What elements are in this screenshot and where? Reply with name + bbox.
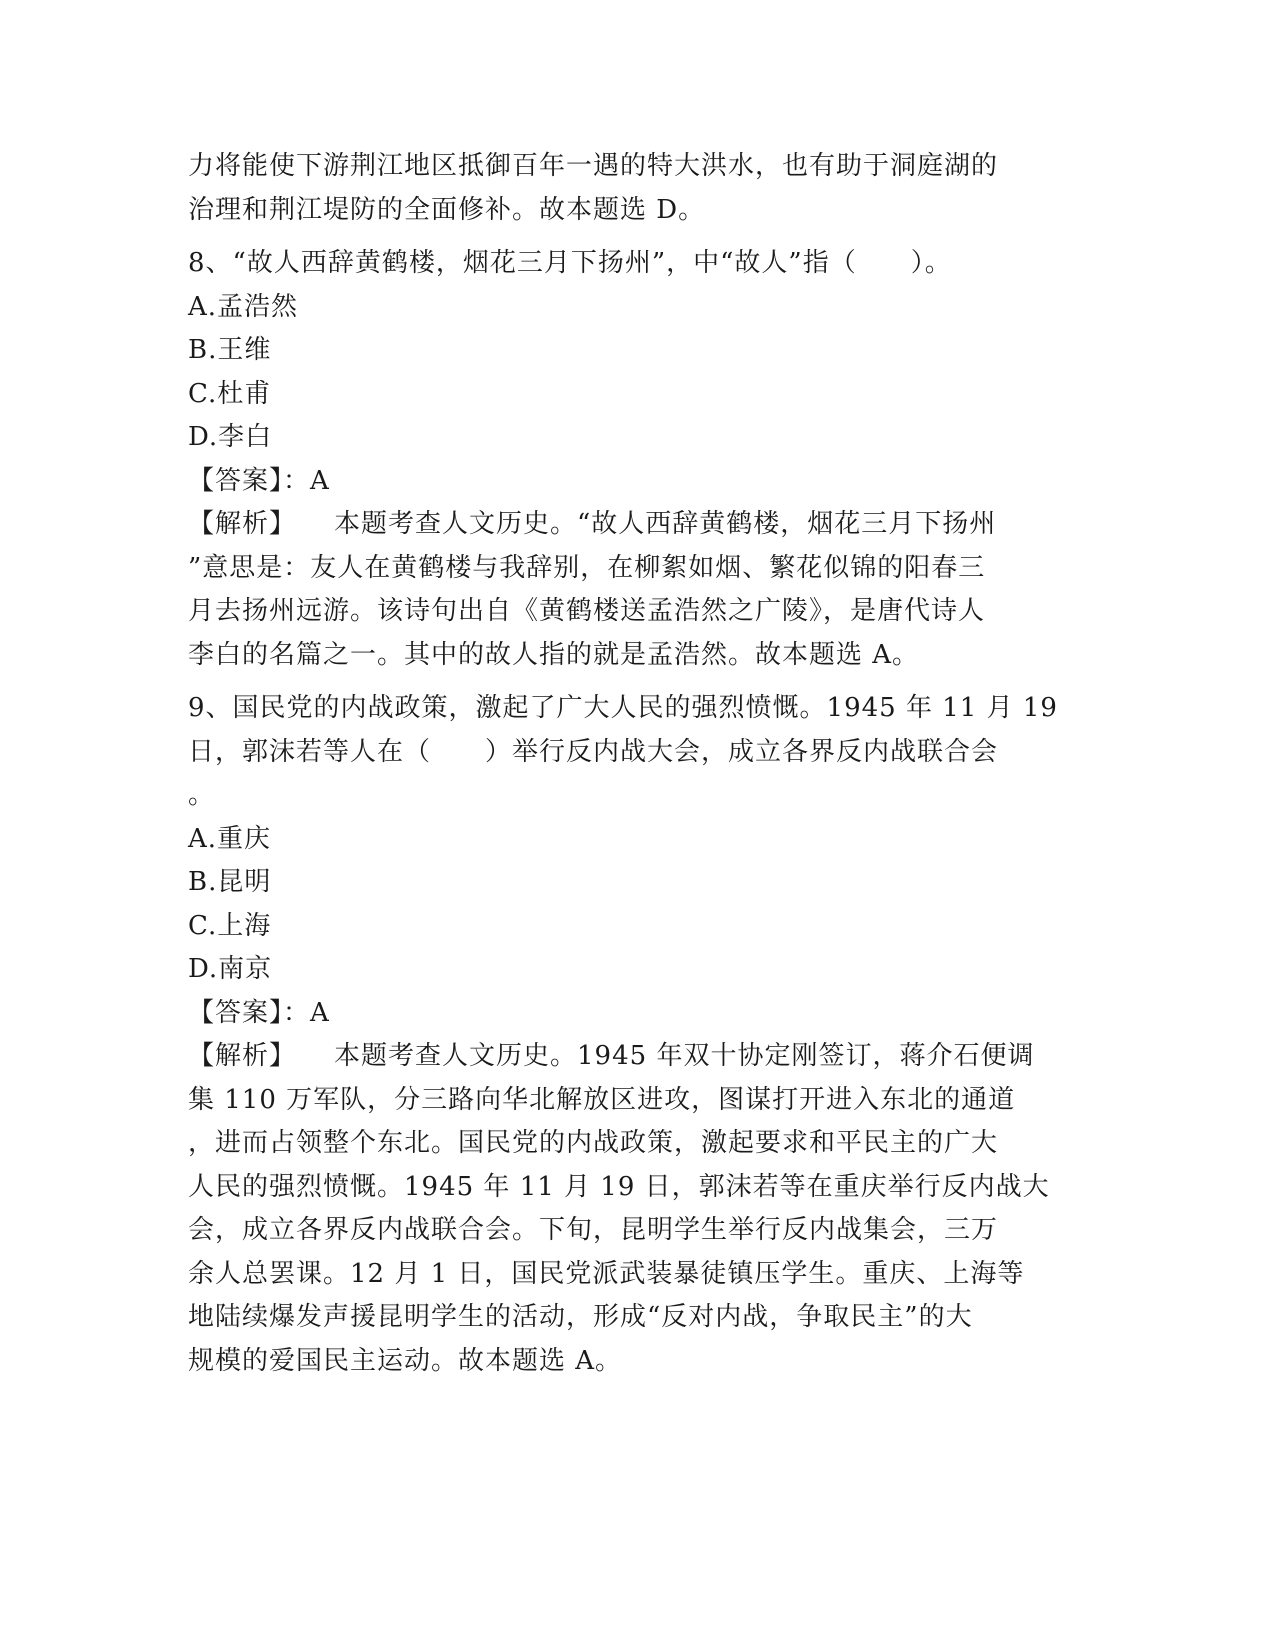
option-b: B.昆明	[188, 867, 272, 897]
question-stem	[188, 242, 1078, 286]
analysis-label: 【解析】	[188, 1041, 297, 1071]
text-line: 会，成立各界反内战联合会。下旬，昆明学生举行反内战集会，三万	[188, 1215, 999, 1245]
text-line: 力将能使下游荆江地区抵御百年一遇的特大洪水，也有助于洞庭湖的	[188, 151, 999, 181]
analysis-label: 【解析】	[188, 509, 297, 539]
text-line: 治理和荆江堤防的全面修补。故本题选 D。	[188, 194, 706, 225]
option-d: D.南京	[188, 954, 273, 984]
text-line: 规模的爱国民主运动。故本题选 A。	[188, 1345, 623, 1376]
text-line: 9、国民党的内战政策，激起了广大人民的强烈愤慨。1945 年 11 月 19	[188, 693, 1058, 723]
analysis-first-line	[188, 1035, 1078, 1079]
question-8	[188, 242, 1078, 677]
previous-analysis-continuation	[188, 145, 1078, 232]
answer-value: A	[310, 997, 330, 1028]
option-a: A.孟浩然	[188, 291, 299, 322]
question-stem	[188, 687, 1078, 818]
text-line: 8、“故人西辞黄鹤楼，烟花三月下扬州”，中“故人”指（ ）。	[188, 248, 952, 278]
text-line: 地陆续爆发声援昆明学生的活动，形成“反对内战，争取民主”的大	[188, 1302, 973, 1332]
question-9	[188, 687, 1078, 1383]
text-line: 余人总罢课。12 月 1 日，国民党派武装暴徒镇压学生。重庆、上海等	[188, 1258, 1025, 1289]
text-line: 人民的强烈愤慨。1945 年 11 月 19 日，郭沫若等在重庆举行反内战大	[188, 1171, 1050, 1202]
text-line: 。	[188, 780, 216, 810]
option-c: C.上海	[188, 910, 272, 941]
text-line: ”意思是：友人在黄鹤楼与我辞别，在柳絮如烟、繁花似锦的阳春三	[188, 552, 986, 583]
text-line: 本题考查人文历史。“故人西辞黄鹤楼，烟花三月下扬州	[334, 509, 997, 539]
text-line: 月去扬州远游。该诗句出自《黄鹤楼送孟浩然之广陵》，是唐代诗人	[188, 596, 986, 626]
option-d: D.李白	[188, 422, 273, 452]
answer-label: 【答案】：	[188, 997, 311, 1028]
text-line: 集 110 万军队，分三路向华北解放区进攻，图谋打开进入东北的通道	[188, 1084, 1016, 1115]
page-content	[188, 145, 1078, 1383]
option-b: B.王维	[188, 335, 272, 365]
text-line: ，进而占领整个东北。国民党的内战政策，激起要求和平民主的广大	[188, 1128, 999, 1158]
answer-line	[188, 992, 1078, 1036]
text-line: 日，郭沫若等人在（ ）举行反内战大会，成立各界反内战联合会	[188, 736, 999, 767]
option-a: A.重庆	[188, 823, 272, 854]
answer-label: 【答案】：	[188, 465, 311, 496]
option-c: C.杜甫	[188, 378, 272, 409]
analysis	[188, 1035, 1078, 1383]
text-line: 李白的名篇之一。其中的故人指的就是孟浩然。故本题选 A。	[188, 639, 920, 670]
answer-value: A	[310, 465, 330, 496]
answer-line	[188, 460, 1078, 504]
analysis-first-line	[188, 503, 1078, 547]
analysis	[188, 503, 1078, 677]
text-line: 本题考查人文历史。1945 年双十协定刚签订，蒋介石便调	[334, 1041, 1035, 1071]
